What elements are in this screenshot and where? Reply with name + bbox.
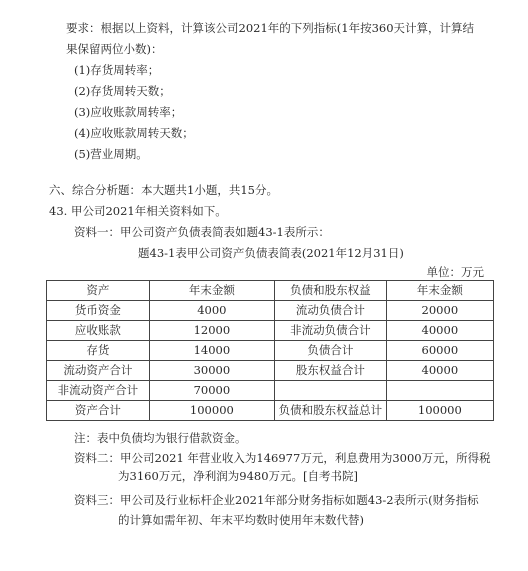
requirement-item-3: (3)应收账款周转率；	[74, 105, 183, 119]
question-intro: 43. 甲公司2021年相关资料如下。	[49, 204, 227, 218]
header-liabilities-equity: 负债和股东权益	[274, 281, 386, 301]
table-cell: 资产合计	[47, 401, 150, 421]
requirement-item-1: (1)存货周转率；	[74, 63, 160, 77]
requirement-item-2: (2)存货周转天数；	[74, 84, 171, 98]
table-cell	[274, 381, 386, 401]
material-3-line-1: 资料三：甲公司及行业标杆企业2021年部分财务指标如题43-2表所示(财务指标	[74, 493, 479, 507]
table-cell: 负债合计	[274, 341, 386, 361]
material-1: 资料一：甲公司资产负债表简表如题43-1表所示：	[74, 225, 330, 239]
table-row	[47, 341, 494, 361]
table-cell: 100000	[386, 401, 493, 421]
table-cell: 40000	[386, 321, 493, 341]
table-row	[47, 301, 494, 321]
table-note: 注：表中负债均为银行借款资金。	[74, 431, 247, 445]
table-cell: 货币资金	[47, 301, 150, 321]
table-cell: 12000	[149, 321, 274, 341]
table-cell: 非流动负债合计	[274, 321, 386, 341]
table-cell: 14000	[149, 341, 274, 361]
table-cell: 存货	[47, 341, 150, 361]
table-cell: 4000	[149, 301, 274, 321]
requirement-item-5: (5)营业周期。	[74, 147, 148, 161]
header-amount-right: 年末金额	[386, 281, 493, 301]
table-cell: 流动资产合计	[47, 361, 150, 381]
table-cell: 70000	[149, 381, 274, 401]
table-cell: 30000	[149, 361, 274, 381]
table-header-row	[47, 281, 494, 301]
table-caption: 题43-1表甲公司资产负债表简表(2021年12月31日)	[138, 246, 404, 260]
header-assets: 资产	[47, 281, 150, 301]
table-unit: 单位：万元	[426, 265, 484, 279]
table-cell: 流动负债合计	[274, 301, 386, 321]
requirements-line-1: 要求：根据以上资料，计算该公司2021年的下列指标(1年按360天计算，计算结	[66, 21, 475, 35]
table-cell: 负债和股东权益总计	[274, 401, 386, 421]
requirement-item-4: (4)应收账款周转天数；	[74, 126, 194, 140]
table-cell: 40000	[386, 361, 493, 381]
table-cell: 非流动资产合计	[47, 381, 150, 401]
requirements-line-2: 果保留两位小数)：	[66, 42, 163, 56]
table-row	[47, 361, 494, 381]
header-amount-left: 年末金额	[149, 281, 274, 301]
table-cell: 股东权益合计	[274, 361, 386, 381]
table-cell: 60000	[386, 341, 493, 361]
material-2-line-2: 为3160万元，净利润为9480万元。[自考书院]	[118, 469, 359, 483]
material-2-line-1: 资料二：甲公司2021 年营业收入为146977万元，利息费用为3000万元，所得税	[74, 451, 491, 465]
table-row	[47, 401, 494, 421]
table-cell: 20000	[386, 301, 493, 321]
material-3-line-2: 的计算如需年初、年末平均数时使用年末数代替)	[118, 513, 364, 527]
balance-sheet-table	[46, 280, 494, 421]
table-row	[47, 381, 494, 401]
table-row	[47, 321, 494, 341]
table-cell: 应收账款	[47, 321, 150, 341]
table-cell: 100000	[149, 401, 274, 421]
table-cell	[386, 381, 493, 401]
section-heading: 六、综合分析题：本大题共1小题，共15分。	[49, 183, 278, 197]
